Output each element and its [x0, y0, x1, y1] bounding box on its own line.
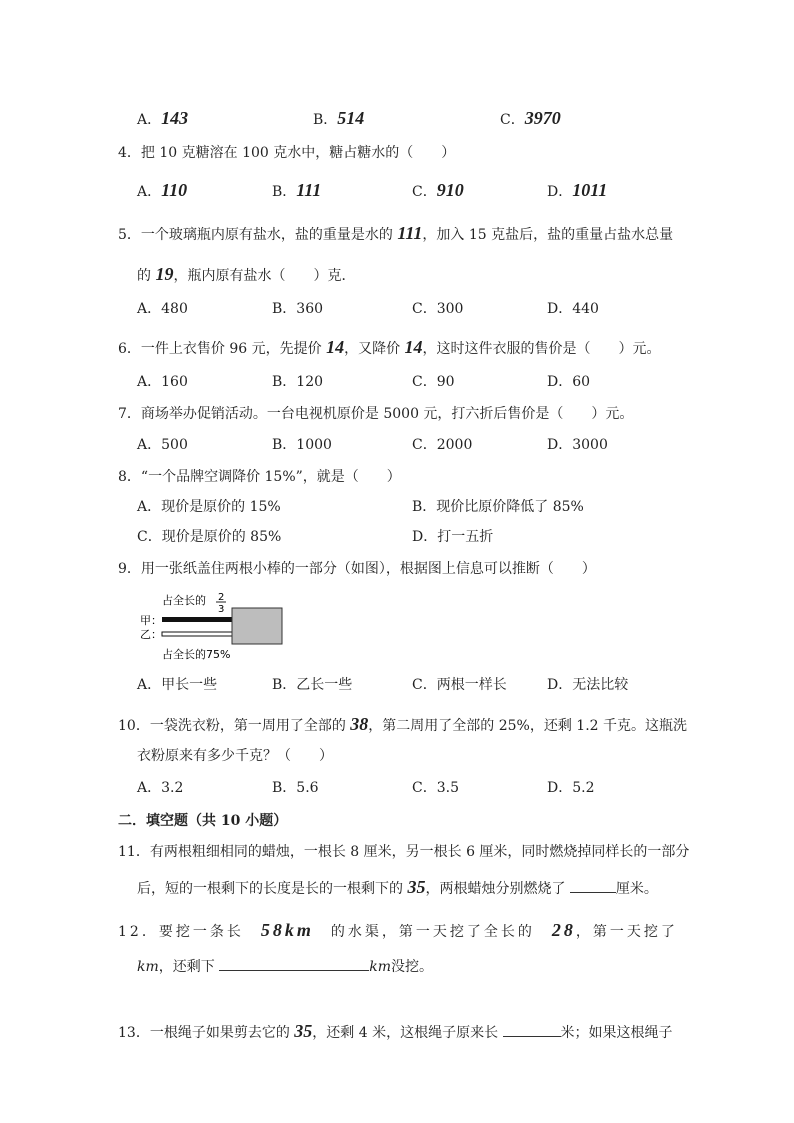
- sticks-diagram: [140, 590, 290, 662]
- q7-option-d: D．3000: [547, 437, 608, 453]
- q3-option-b: B．514: [313, 108, 365, 128]
- q12-question-line2: km，还剩下 km没挖。: [137, 956, 433, 977]
- q4-option-d: D．1011: [547, 180, 608, 200]
- q9-option-a: A．甲长一些: [137, 677, 218, 693]
- q3-option-c: C．3970: [500, 108, 561, 128]
- q4-option-a: A．110: [137, 180, 188, 200]
- q9-option-d: D．无法比较: [547, 677, 629, 693]
- top-fraction-den: 3: [218, 604, 225, 615]
- q4-question: 4．把 10 克糖溶在 100 克水中，糖占糖水的（ ）: [118, 145, 456, 161]
- q7-option-a: A．500: [137, 437, 188, 453]
- q5-option-c: C．300: [412, 301, 464, 317]
- q8-option-b: B．现价比原价降低了 85%: [412, 499, 584, 515]
- q11-question-line1: 11．有两根粗细相同的蜡烛，一根长 8 厘米，另一根长 6 厘米，同时燃烧掉同样长的一部分: [118, 844, 690, 860]
- q4-option-c: C．910: [412, 180, 464, 200]
- q10-option-d: D．5.2: [547, 780, 595, 796]
- q8-option-c: C．现价是原价的 85%: [137, 529, 282, 545]
- q10-option-a: A．3.2: [137, 780, 184, 796]
- q8-option-d: D．打一五折: [412, 529, 494, 545]
- q5-question-line2: 的 19，瓶内原有盐水（ ）克．: [137, 264, 356, 284]
- q7-option-b: B．1000: [272, 437, 332, 453]
- q9-option-c: C．两根一样长: [412, 677, 507, 693]
- label-jia: 甲：: [140, 614, 162, 627]
- q13-answer-blank[interactable]: [503, 1022, 561, 1037]
- q10-question-line2: 衣粉原来有多少千克？（ ）: [137, 748, 333, 764]
- q8-option-a: A．现价是原价的 15%: [137, 499, 281, 515]
- q7-option-c: C．2000: [412, 437, 473, 453]
- cover-paper: [232, 608, 282, 644]
- q5-question-line1: 5．一个玻璃瓶内原有盐水，盐的重量是水的 111，加入 15 克盐后，盐的重量占盐水总量: [118, 223, 674, 243]
- stick-yi: [162, 632, 234, 636]
- q10-option-b: B．5.6: [272, 780, 319, 796]
- section-heading-fill-in: 二．填空题（共 10 小题）: [118, 813, 288, 829]
- q6-option-a: A．160: [137, 374, 188, 390]
- bottom-label: 占全长的75%: [162, 648, 231, 661]
- top-fraction-num: 2: [218, 592, 225, 603]
- q11-question-line2: 后，短的一根剩下的长度是长的一根剩下的 35，两根蜡烛分别燃烧了 厘米。: [137, 877, 658, 897]
- q10-option-c: C．3.5: [412, 780, 459, 796]
- q8-question: 8．“一个品牌空调降价 15%”，就是（ ）: [118, 469, 401, 485]
- q4-option-b: B．111: [272, 180, 322, 200]
- q6-option-c: C．90: [412, 374, 455, 390]
- q5-option-b: B．360: [272, 301, 324, 317]
- q6-option-d: D．60: [547, 374, 591, 390]
- q5-option-d: D．440: [547, 301, 599, 317]
- top-label: 占全长的: [162, 594, 206, 607]
- q6-option-b: B．120: [272, 374, 324, 390]
- label-yi: 乙：: [140, 628, 162, 641]
- stick-jia: [162, 617, 234, 622]
- q6-question: 6．一件上衣售价 96 元，先提价 14，又降价 14，这时这件衣服的售价是（ ）元。: [118, 337, 661, 357]
- q11-answer-blank[interactable]: [570, 878, 616, 893]
- q12-answer-blank[interactable]: [219, 956, 369, 971]
- q9-figure: [140, 590, 290, 662]
- q3-option-a: A．143: [137, 108, 189, 128]
- q10-question-line1: 10．一袋洗衣粉，第一周用了全部的 38，第二周用了全部的 25%，还剩 1.2 千克。这瓶洗: [118, 714, 688, 734]
- q9-question: 9．用一张纸盖住两根小棒的一部分（如图），根据图上信息可以推断（ ）: [118, 561, 596, 577]
- q5-option-a: A．480: [137, 301, 188, 317]
- q12-question-line1: 12．要挖一条长 58km 的水渠，第一天挖了全长的 28，第一天挖了: [118, 920, 678, 940]
- q7-question: 7．商场举办促销活动。一台电视机原价是 5000 元，打六折后售价是（ ）元。: [118, 406, 634, 422]
- q9-option-b: B．乙长一些: [272, 677, 353, 693]
- q13-question-line1: 13．一根绳子如果剪去它的 35，还剩 4 米，这根绳子原来长 米；如果这根绳子: [118, 1021, 673, 1041]
